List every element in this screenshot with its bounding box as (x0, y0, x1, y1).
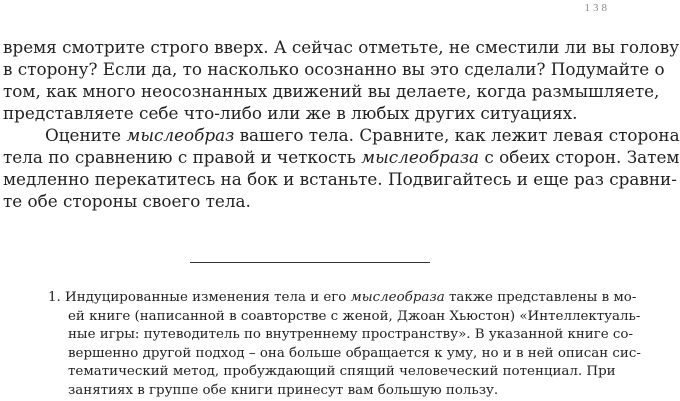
text-fragment: тела по сравнению с правой и четкость (3, 147, 362, 167)
footnote-line: ные игры: путеводитель по внутреннему пространству». В указанной книге со- (68, 327, 633, 343)
text-line: время смотрите строго вверх. А сейчас отметьте, не сместили ли вы голову (3, 37, 680, 57)
footnote-line: занятиях в группе обе книги принесут вам большую пользу. (68, 382, 499, 398)
page-number: 138 (584, 2, 610, 14)
text-fragment: также представлены в мо- (444, 290, 637, 305)
text-fragment: вашего тела. Сравните, как лежит левая сторона (234, 125, 680, 145)
italic-term: мыслеобраза (361, 147, 480, 167)
text-fragment: Оцените (45, 125, 127, 145)
footnote-line: тематический метод, пробуждающий спящий человеческий потенциал. При (68, 364, 616, 380)
text-line (3, 124, 680, 146)
text-line: том, как много неосознанных движений вы делаете, когда размышляете, (3, 81, 660, 101)
footnote-line (48, 289, 637, 308)
footnote (48, 289, 641, 401)
text-line: представляете себе что-либо или же в любых других ситуациях. (3, 103, 578, 123)
text-line: те обе стороны своего тела. (3, 191, 251, 211)
paragraph-2 (3, 124, 680, 212)
italic-term: мыслеобраза (350, 290, 445, 305)
paragraph-1 (3, 36, 680, 124)
text-fragment: с обеих сторон. Затем (479, 147, 680, 167)
main-text (3, 36, 680, 212)
footnote-line: ей книге (написанной в соавторстве с женой, Джоан Хьюстон) «Интеллектуаль- (68, 308, 641, 324)
footnote-line: вершенно другой подход – она больше обращается к уму, но и в ней описан сис- (68, 345, 641, 361)
text-line: медленно перекатитесь на бок и встаньте. Подвигайтесь и еще раз сравни- (3, 169, 677, 189)
text-line (3, 146, 680, 168)
text-fragment: 1. Индуцированные изменения тела и его (48, 290, 351, 305)
text-line: в сторону? Если да, то насколько осознанно вы это сделали? Подумайте о (3, 59, 665, 79)
italic-term: мыслеобраз (126, 125, 235, 145)
footnote-divider (190, 262, 430, 263)
